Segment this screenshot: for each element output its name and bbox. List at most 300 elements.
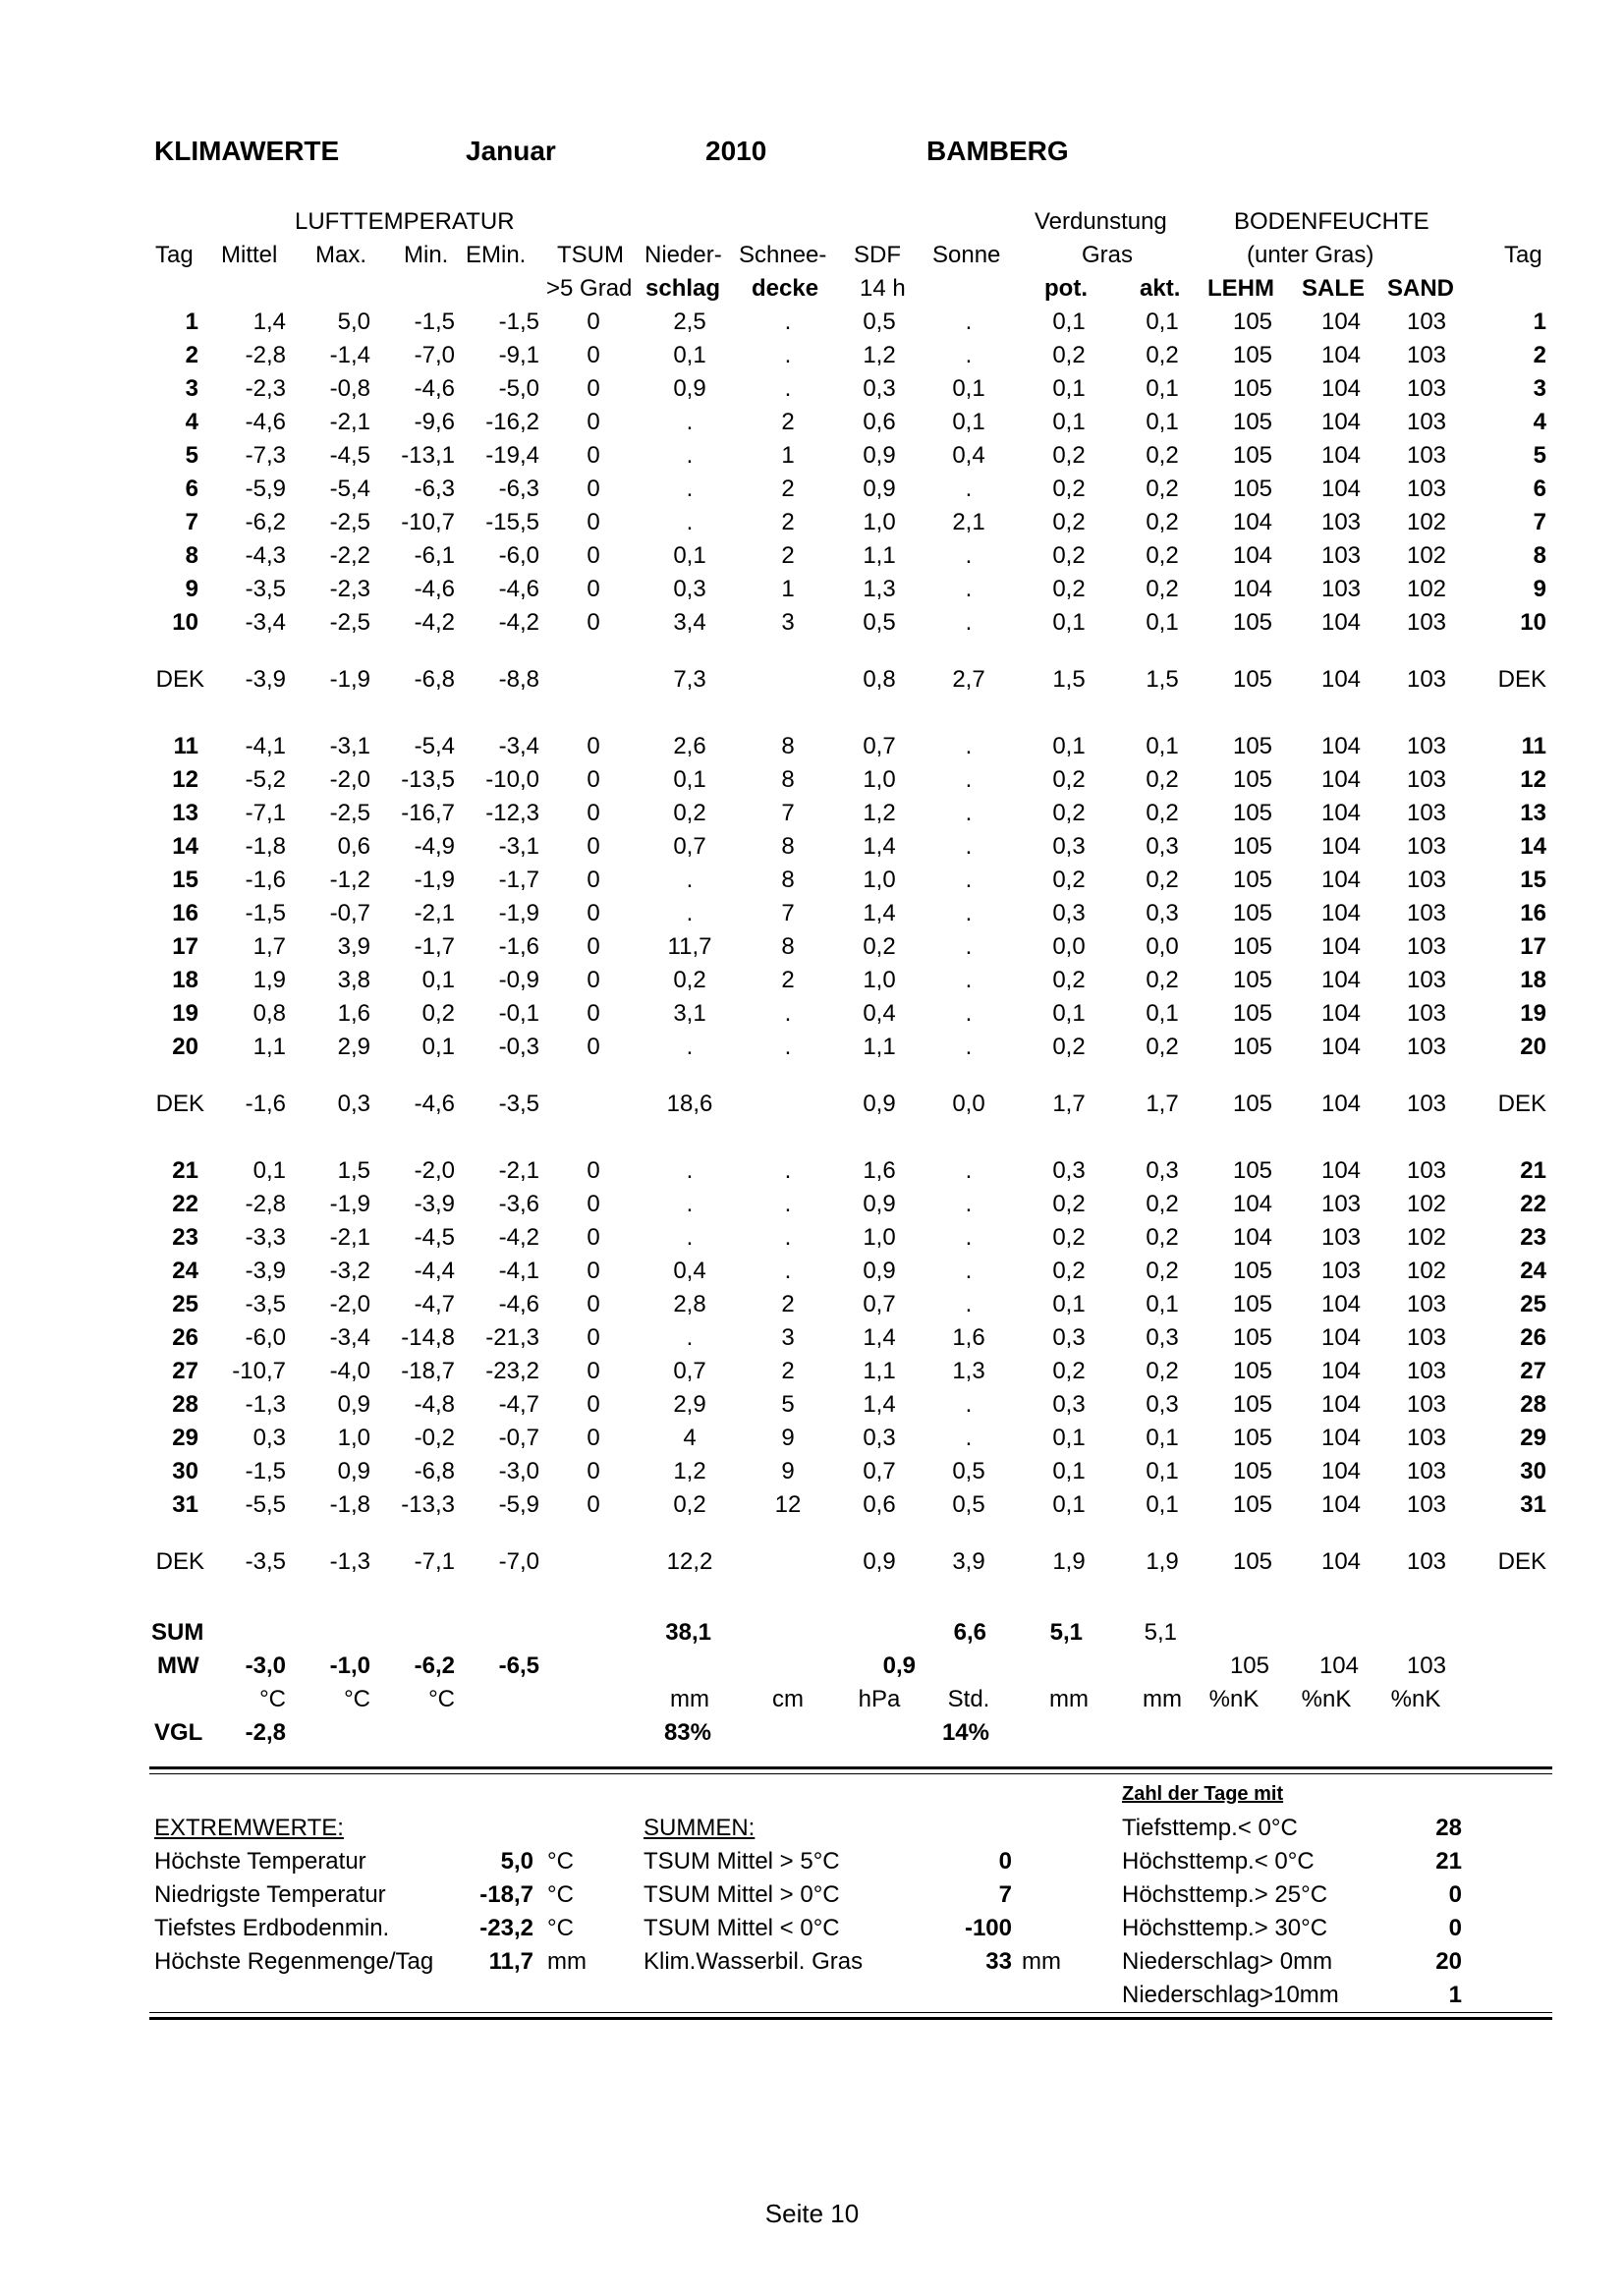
cell-schnee: 2 [781,476,795,502]
cell-tag: 13 [172,800,198,826]
cell-tag: DEK [155,666,204,693]
header-pot: pot. [1044,275,1088,302]
cell-max: 3,9 [337,933,370,960]
header-sand: SAND [1387,275,1455,302]
cell-sand: 103 [1406,967,1447,993]
cell-tsum: 0 [587,509,600,535]
cell-tsum: 0 [587,967,600,993]
cell-min: -0,2 [414,1425,455,1451]
cell-tag2: 13 [1520,800,1546,826]
cell-min: -4,2 [414,609,455,636]
cell-tag: 12 [172,766,198,793]
cell-sand: 103 [1406,1000,1447,1027]
cell-tag: 14 [172,833,198,860]
cell-min: -4,6 [414,576,455,602]
cell-tsum: 0 [587,1491,600,1518]
cell-akt: 0,1 [1146,733,1179,759]
sum-nied: 38,1 [665,1619,711,1646]
cell-sonne: 3,9 [952,1548,985,1575]
cell-max: -3,2 [329,1258,370,1284]
cell-tag: 2 [185,342,198,368]
cell-pot: 0,2 [1052,542,1086,569]
cell-tsum: 0 [587,766,600,793]
cell-pot: 0,2 [1052,1258,1086,1284]
cell-schnee: 9 [781,1458,795,1484]
cell-mittel: 1,1 [252,1034,286,1060]
cell-mittel: -2,8 [245,342,286,368]
cell-pot: 0,1 [1052,1425,1086,1451]
cell-emin: -0,3 [498,1034,539,1060]
cell-mittel: -4,6 [245,409,286,435]
cell-pot: 0,2 [1052,800,1086,826]
cell-mittel: -1,6 [245,1091,286,1117]
header-sonne: Sonne [932,242,1001,268]
cell-sale: 104 [1320,1491,1362,1518]
extrem-label: Höchste Temperatur [154,1848,366,1875]
title-month: Januar [466,136,556,166]
cell-max: 1,5 [337,1157,370,1184]
tage-heading: Zahl der Tage mit [1122,1783,1284,1805]
cell-lehm: 105 [1232,867,1273,893]
header-schlag: schlag [645,275,721,302]
cell-max: 0,6 [337,833,370,860]
divider-bottom [149,2017,1552,2020]
cell-akt: 0,3 [1146,1391,1179,1418]
cell-sdf: 0,9 [863,442,896,469]
cell-tag2: 17 [1520,933,1546,960]
cell-lehm: 104 [1232,576,1273,602]
title-klimawerte: KLIMAWERTE [154,136,340,166]
cell-mittel: -1,3 [245,1391,286,1418]
cell-pot: 0,3 [1052,1157,1086,1184]
cell-schnee: 2 [781,542,795,569]
cell-tag2: 14 [1520,833,1546,860]
cell-max: -5,4 [329,476,370,502]
cell-sonne: 0,4 [952,442,985,469]
cell-tag2: 5 [1533,442,1546,469]
day-row [0,308,1624,342]
cell-lehm: 105 [1232,476,1273,502]
cell-pot: 0,3 [1052,833,1086,860]
cell-mittel: -2,3 [245,375,286,402]
cell-nied: 0,9 [673,375,706,402]
day-row [0,1034,1624,1067]
cell-lehm: 105 [1232,1157,1273,1184]
vgl-row [0,1719,1624,1753]
cell-sdf: 0,2 [863,933,896,960]
extrem-unit: mm [547,1948,587,1975]
cell-sonne: . [965,576,973,602]
cell-max: -2,5 [329,509,370,535]
cell-pot: 0,2 [1052,967,1086,993]
cell-tag: 10 [172,609,198,636]
cell-pot: 0,1 [1052,409,1086,435]
cell-nied: . [686,1224,694,1251]
cell-mittel: -3,5 [245,576,286,602]
cell-sonne: 1,3 [952,1358,985,1384]
cell-pot: 0,1 [1052,375,1086,402]
day-row [0,1191,1624,1224]
cell-sand: 103 [1406,1157,1447,1184]
cell-max: -2,1 [329,1224,370,1251]
sum-row [0,1619,1624,1652]
cell-tag2: 22 [1520,1191,1546,1217]
cell-tsum: 0 [587,476,600,502]
cell-sale: 104 [1320,1291,1362,1317]
cell-tag: 31 [172,1491,198,1518]
cell-emin: -3,1 [498,833,539,860]
cell-mittel: -2,8 [245,1191,286,1217]
cell-tag: 15 [172,867,198,893]
header-tsum: TSUM [557,242,624,268]
unit-max: °C [344,1686,370,1712]
tage-value: 1 [1448,1982,1462,2008]
cell-lehm: 105 [1232,666,1273,693]
cell-mittel: 0,1 [252,1157,286,1184]
cell-akt: 0,1 [1146,1458,1179,1484]
cell-sonne: . [965,1191,973,1217]
tage-label: Höchsttemp.> 25°C [1122,1881,1328,1908]
cell-emin: -0,7 [498,1425,539,1451]
cell-sand: 103 [1406,1358,1447,1384]
cell-pot: 1,9 [1052,1548,1086,1575]
cell-emin: -4,2 [498,1224,539,1251]
cell-sonne: . [965,1391,973,1418]
cell-mittel: -4,3 [245,542,286,569]
cell-sdf: 1,2 [863,342,896,368]
header-bodenfeuchte: BODENFEUCHTE [1234,208,1429,235]
day-row [0,1458,1624,1491]
cell-nied: 4 [683,1425,697,1451]
cell-sand: 102 [1406,576,1447,602]
cell-min: -6,1 [414,542,455,569]
cell-tsum: 0 [587,933,600,960]
cell-tag: 20 [172,1034,198,1060]
cell-akt: 1,5 [1146,666,1179,693]
mw-sand: 103 [1406,1652,1446,1679]
extrem-unit: °C [547,1915,574,1941]
mw-mittel: -3,0 [245,1652,286,1679]
cell-nied: 2,8 [673,1291,706,1317]
cell-tsum: 0 [587,1034,600,1060]
cell-sand: 103 [1406,666,1447,693]
cell-tag2: 7 [1533,509,1546,535]
cell-tsum: 0 [587,409,600,435]
cell-max: -0,7 [329,900,370,926]
cell-sdf: 1,1 [863,1034,896,1060]
day-row [0,542,1624,576]
cell-akt: 0,2 [1146,476,1179,502]
cell-sdf: 1,4 [863,833,896,860]
cell-pot: 0,2 [1052,766,1086,793]
cell-tsum: 0 [587,900,600,926]
cell-tag2: DEK [1497,1548,1546,1575]
cell-nied: 2,9 [673,1391,706,1418]
cell-tag2: 25 [1520,1291,1546,1317]
vgl-mittel: -2,8 [245,1719,286,1746]
cell-nied: 1,2 [673,1458,706,1484]
cell-sonne: . [965,800,973,826]
cell-tag2: 30 [1520,1458,1546,1484]
summen-label: TSUM Mittel > 5°C [644,1848,840,1875]
cell-emin: -0,9 [498,967,539,993]
day-row [0,409,1624,442]
cell-min: -4,6 [414,375,455,402]
cell-sale: 104 [1320,476,1362,502]
tage-value: 21 [1435,1848,1462,1875]
cell-pot: 0,3 [1052,1391,1086,1418]
cell-schnee: 2 [781,1291,795,1317]
cell-mittel: -5,2 [245,766,286,793]
mw-sale: 104 [1318,1652,1359,1679]
cell-sand: 103 [1406,900,1447,926]
cell-emin: -1,6 [498,933,539,960]
cell-sdf: 0,9 [863,1548,896,1575]
cell-nied: . [686,409,694,435]
cell-min: -14,8 [401,1324,455,1351]
cell-akt: 0,3 [1146,833,1179,860]
summen-value: 7 [998,1881,1012,1908]
cell-tsum: 0 [587,1391,600,1418]
cell-schnee: 8 [781,766,795,793]
cell-schnee: 9 [781,1425,795,1451]
cell-akt: 0,0 [1146,933,1179,960]
day-row [0,375,1624,409]
cell-sand: 103 [1406,609,1447,636]
mw-min: -6,2 [414,1652,455,1679]
header-verdunstung: Verdunstung [1035,208,1167,235]
cell-tsum: 0 [587,800,600,826]
cell-min: -13,3 [401,1491,455,1518]
cell-sdf: 0,5 [863,308,896,335]
cell-emin: -4,7 [498,1391,539,1418]
cell-tag2: 29 [1520,1425,1546,1451]
dekade-row [0,1091,1624,1124]
extremwerte-heading: EXTREMWERTE: [154,1815,344,1841]
cell-sale: 104 [1320,967,1362,993]
cell-tsum: 0 [587,375,600,402]
cell-mittel: 0,8 [252,1000,286,1027]
cell-tag: DEK [155,1548,204,1575]
cell-akt: 0,2 [1146,1191,1179,1217]
cell-sdf: 0,5 [863,609,896,636]
units-row [0,1686,1624,1719]
cell-sale: 104 [1320,1391,1362,1418]
summen-value: -100 [964,1915,1012,1941]
cell-lehm: 105 [1232,1491,1273,1518]
tage-value: 0 [1448,1881,1462,1908]
header-lufttemperatur: LUFTTEMPERATUR [295,208,515,235]
cell-pot: 0,2 [1052,509,1086,535]
cell-nied: 0,3 [673,576,706,602]
day-row [0,800,1624,833]
title-station: BAMBERG [926,136,1069,166]
tage-label: Niederschlag>10mm [1122,1982,1339,2008]
sum-pot: 5,1 [1049,1619,1083,1646]
tage-value: 20 [1435,1948,1462,1975]
cell-min: -1,9 [414,867,455,893]
unit-mittel: °C [259,1686,286,1712]
cell-pot: 0,1 [1052,1291,1086,1317]
header-sale: SALE [1302,275,1366,302]
cell-tag: 3 [185,375,198,402]
cell-max: -1,9 [329,1191,370,1217]
cell-sale: 104 [1320,442,1362,469]
cell-sonne: . [965,1224,973,1251]
cell-min: -2,0 [414,1157,455,1184]
cell-schnee: 2 [781,1358,795,1384]
cell-akt: 0,1 [1146,1491,1179,1518]
cell-max: -1,9 [329,666,370,693]
cell-emin: -12,3 [485,800,539,826]
cell-min: -3,9 [414,1191,455,1217]
cell-sonne: . [965,766,973,793]
cell-min: 0,1 [421,967,455,993]
cell-sand: 103 [1406,867,1447,893]
cell-nied: 0,2 [673,800,706,826]
cell-akt: 0,2 [1146,442,1179,469]
day-row [0,442,1624,476]
cell-sale: 103 [1320,1191,1362,1217]
cell-tsum: 0 [587,1157,600,1184]
cell-tag2: DEK [1497,666,1546,693]
day-row [0,576,1624,609]
cell-max: -2,5 [329,800,370,826]
cell-lehm: 105 [1232,800,1273,826]
cell-tag2: 4 [1533,409,1546,435]
cell-max: -1,3 [329,1548,370,1575]
cell-min: -4,5 [414,1224,455,1251]
cell-mittel: -3,9 [245,666,286,693]
cell-schnee: 5 [781,1391,795,1418]
cell-nied: . [686,1191,694,1217]
cell-max: 0,9 [337,1391,370,1418]
day-row [0,476,1624,509]
header-tag-right: Tag [1504,242,1542,268]
cell-sale: 104 [1320,833,1362,860]
cell-sand: 103 [1406,766,1447,793]
mw-lehm: 105 [1229,1652,1269,1679]
cell-sdf: 1,4 [863,1324,896,1351]
cell-lehm: 104 [1232,1224,1273,1251]
cell-lehm: 105 [1232,1291,1273,1317]
cell-sdf: 0,9 [863,476,896,502]
cell-emin: -6,3 [498,476,539,502]
day-row [0,1224,1624,1258]
header-sdf: SDF [854,242,901,268]
cell-akt: 0,2 [1146,576,1179,602]
cell-max: 2,9 [337,1034,370,1060]
cell-sdf: 1,4 [863,900,896,926]
cell-nied: . [686,867,694,893]
cell-tsum: 0 [587,1358,600,1384]
cell-lehm: 104 [1232,542,1273,569]
cell-nied: . [686,476,694,502]
cell-sdf: 0,9 [863,1091,896,1117]
cell-sdf: 0,3 [863,1425,896,1451]
day-row [0,509,1624,542]
cell-sale: 103 [1320,542,1362,569]
cell-tag2: DEK [1497,1091,1546,1117]
cell-akt: 0,2 [1146,1358,1179,1384]
cell-sale: 103 [1320,1224,1362,1251]
cell-sand: 103 [1406,1291,1447,1317]
cell-akt: 0,2 [1146,967,1179,993]
cell-nied: 0,7 [673,833,706,860]
extrem-value: 5,0 [500,1848,533,1875]
day-row [0,1491,1624,1525]
unit-min: °C [428,1686,455,1712]
cell-sonne: . [965,1258,973,1284]
mw-sdf: 0,9 [882,1652,916,1679]
cell-sdf: 1,0 [863,967,896,993]
summen-label: TSUM Mittel < 0°C [644,1915,840,1941]
cell-emin: -3,4 [498,733,539,759]
cell-max: -2,0 [329,1291,370,1317]
cell-sdf: 0,9 [863,1258,896,1284]
cell-min: -4,6 [414,1091,455,1117]
cell-emin: -16,2 [485,409,539,435]
header-max: Max. [315,242,367,268]
cell-tag2: 1 [1533,308,1546,335]
cell-sand: 103 [1406,476,1447,502]
cell-mittel: 1,4 [252,308,286,335]
cell-tag2: 9 [1533,576,1546,602]
cell-mittel: -3,5 [245,1548,286,1575]
header-tag: Tag [155,242,194,268]
cell-sale: 104 [1320,867,1362,893]
cell-akt: 0,1 [1146,1291,1179,1317]
cell-schnee: 8 [781,933,795,960]
cell-schnee: . [784,308,792,335]
cell-sdf: 1,4 [863,1391,896,1418]
summen-label: TSUM Mittel > 0°C [644,1881,840,1908]
cell-max: 0,3 [337,1091,370,1117]
cell-mittel: -3,4 [245,609,286,636]
cell-sale: 104 [1320,933,1362,960]
cell-sonne: 0,5 [952,1491,985,1518]
cell-pot: 0,0 [1052,933,1086,960]
cell-lehm: 105 [1232,1425,1273,1451]
cell-sdf: 0,4 [863,1000,896,1027]
cell-nied: . [686,442,694,469]
cell-sale: 104 [1320,900,1362,926]
unit-schnee: cm [772,1686,804,1712]
cell-akt: 0,2 [1146,867,1179,893]
cell-emin: -1,5 [498,308,539,335]
cell-sale: 104 [1320,1157,1362,1184]
cell-nied: 2,5 [673,308,706,335]
cell-nied: 3,1 [673,1000,706,1027]
cell-lehm: 105 [1232,1324,1273,1351]
cell-tsum: 0 [587,1258,600,1284]
cell-emin: -1,9 [498,900,539,926]
cell-mittel: -7,3 [245,442,286,469]
header-emin: EMin. [466,242,527,268]
cell-tag: 26 [172,1324,198,1351]
cell-tag2: 23 [1520,1224,1546,1251]
day-row [0,766,1624,800]
cell-lehm: 105 [1232,442,1273,469]
cell-tsum: 0 [587,308,600,335]
cell-schnee: 2 [781,409,795,435]
cell-pot: 0,2 [1052,1358,1086,1384]
unit-sonne: Std. [947,1686,990,1712]
cell-mittel: -6,2 [245,509,286,535]
cell-max: 5,0 [337,308,370,335]
cell-tag: 8 [185,542,198,569]
cell-sonne: 0,1 [952,409,985,435]
